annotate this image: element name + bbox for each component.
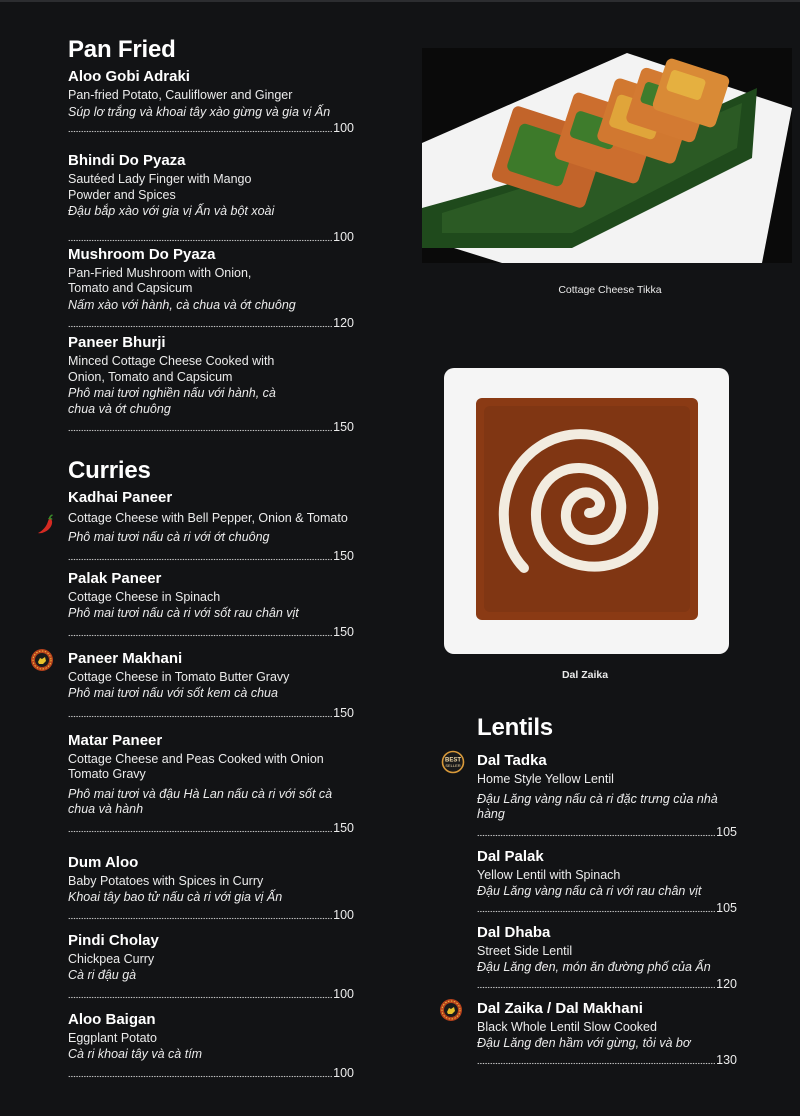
item-vietnamese: Cà ri đậu gà <box>68 968 137 982</box>
item-description: Baby Potatoes with Spices in Curry <box>68 873 264 888</box>
item-description: Cottage Cheese and Peas Cooked with Onion Tomato Gravy <box>68 751 324 781</box>
item-description: Street Side Lentil <box>477 943 573 958</box>
price-line <box>68 987 354 1002</box>
item-description: Home Style Yellow Lentil <box>477 772 614 786</box>
tikka-image <box>422 48 792 263</box>
item-name: Aloo Baigan <box>68 1010 156 1028</box>
price-line <box>477 977 737 992</box>
item-price: 150 <box>333 624 354 639</box>
dot-leader <box>68 1075 332 1078</box>
section-curries <box>68 457 354 1081</box>
item-name: Dal Palak <box>477 847 544 865</box>
price-line <box>68 1066 354 1081</box>
item-description: Yellow Lentil with Spinach <box>477 867 621 882</box>
item-vietnamese: Cà ri khoai tây và cà tím <box>68 1047 203 1061</box>
menu-item <box>444 752 737 840</box>
menu-item <box>68 650 354 721</box>
caption-dal-zaika: Dal Zaika <box>561 669 609 681</box>
item-name: Paneer Makhani <box>68 649 183 667</box>
caption-cottage-cheese-tikka: Cottage Cheese Tikka <box>558 284 662 296</box>
item-vietnamese: Phô mai tươi nấu cà ri với ớt chuông <box>68 530 270 544</box>
item-price: 105 <box>716 824 737 839</box>
item-name: Kadhai Paneer <box>68 489 173 506</box>
item-name: Pindi Cholay <box>68 931 159 949</box>
price-line <box>68 625 354 640</box>
price-line <box>68 549 354 564</box>
dot-leader <box>68 830 332 833</box>
dot-leader <box>68 996 332 999</box>
item-name: Dal Tadka <box>477 752 547 769</box>
photo-dal-zaika <box>444 368 729 654</box>
price-line <box>477 1053 737 1068</box>
item-name: Matar Paneer <box>68 731 163 749</box>
section-title: Pan Fried <box>68 36 176 63</box>
menu-item <box>68 732 354 836</box>
item-name: Palak Paneer <box>68 569 162 587</box>
item-name: Bhindi Do Pyaza <box>68 152 186 169</box>
menu-item <box>68 932 354 1002</box>
item-description: Cottage Cheese with Bell Pepper, Onion & Tomato <box>68 511 348 525</box>
dot-leader <box>68 917 332 920</box>
menu-item <box>68 489 354 564</box>
menu-item <box>68 246 354 332</box>
item-price: 150 <box>333 548 354 563</box>
item-name: Dal Zaika / Dal Makhani <box>477 999 643 1017</box>
item-description: Cottage Cheese in Spinach <box>68 589 221 604</box>
item-vietnamese: Phô mai tươi và đậu Hà Lan nấu cà ri với sốt cà chua và hành <box>68 786 333 816</box>
price-line <box>477 825 737 840</box>
item-price: 105 <box>716 900 737 915</box>
item-price: 120 <box>716 976 737 991</box>
item-vietnamese: Đậu Lăng vàng nấu cà ri đặc trưng của nhà hàng <box>477 791 718 821</box>
price-line <box>68 230 354 245</box>
price-line <box>477 901 737 916</box>
item-vietnamese: Đậu bắp xào với gia vị Ấn và bột xoài <box>68 204 275 218</box>
section-title: Lentils <box>477 714 553 741</box>
photo-cottage-cheese-tikka <box>422 48 792 263</box>
item-price: 150 <box>333 420 354 434</box>
dot-leader <box>68 715 332 718</box>
menu-item <box>477 924 737 992</box>
menu-item <box>68 570 354 640</box>
dot-leader <box>477 1062 715 1065</box>
item-price: 100 <box>333 986 354 1001</box>
menu-item <box>68 68 354 136</box>
item-vietnamese: Khoai tây bao tử nấu cà ri với gia vị Ấn <box>68 890 283 904</box>
item-price: 100 <box>333 907 354 922</box>
item-vietnamese: Phô mai tươi nghiền nấu với hành, cà chua và ớt chuông <box>68 386 276 416</box>
section-lentils <box>444 714 737 1068</box>
svg-text:BEST: BEST <box>444 757 462 764</box>
item-price: 100 <box>333 1065 354 1080</box>
item-vietnamese: Đậu Lăng đen hầm với gừng, tỏi và bơ <box>477 1036 691 1050</box>
price-line <box>68 821 354 836</box>
svg-text:SELLER: SELLER <box>445 763 461 768</box>
item-description: Chickpea Curry <box>68 951 155 966</box>
menu-item <box>477 848 737 916</box>
left-column <box>68 36 354 1081</box>
item-price: 100 <box>333 229 354 244</box>
item-description: Pan-Fried Mushroom with Onion, Tomato and Capsicum <box>68 265 252 295</box>
dot-leader <box>68 130 332 133</box>
item-description: Black Whole Lentil Slow Cooked <box>477 1019 657 1034</box>
item-name: Aloo Gobi Adraki <box>68 68 190 85</box>
item-price: 120 <box>333 316 354 330</box>
item-vietnamese: Đậu Lăng đen, món ăn đường phố của Ấn <box>477 960 711 974</box>
menu-item <box>68 1011 354 1081</box>
item-name: Paneer Bhurji <box>68 334 166 351</box>
item-vietnamese: Nấm xào với hành, cà chua và ớt chuông <box>68 297 296 312</box>
item-description: Cottage Cheese in Tomato Butter Gravy <box>68 669 290 684</box>
price-line <box>68 420 354 435</box>
dot-leader <box>477 910 715 913</box>
menu-item <box>68 152 354 245</box>
chef-recommended-icon <box>439 998 463 1022</box>
item-name: Mushroom Do Pyaza <box>68 245 216 263</box>
dot-leader <box>477 834 715 837</box>
dot-leader <box>68 325 332 328</box>
item-name: Dum Aloo <box>68 853 139 871</box>
item-vietnamese: Phô mai tươi nấu cà ri với sốt rau chân vịt <box>68 606 299 620</box>
dot-leader <box>68 429 332 432</box>
item-vietnamese: Phô mai tươi nấu với sốt kem cà chua <box>68 686 278 700</box>
price-line <box>68 908 354 923</box>
top-border <box>0 0 800 2</box>
item-description: Eggplant Potato <box>68 1030 157 1045</box>
item-price: 130 <box>716 1052 737 1067</box>
menu-item <box>477 1000 737 1068</box>
chili-spicy-icon <box>34 513 58 537</box>
section-pan-fried <box>68 36 354 435</box>
item-description: Pan-fried Potato, Cauliflower and Ginger <box>68 88 293 102</box>
best-seller-icon <box>441 750 465 774</box>
item-price: 150 <box>333 705 354 720</box>
item-vietnamese: Súp lơ trắng và khoai tây xào gừng và gia vị Ấn <box>68 104 331 119</box>
item-price: 100 <box>333 121 354 135</box>
dot-leader <box>477 986 715 989</box>
chef-recommended-icon <box>30 648 54 672</box>
dot-leader <box>68 239 332 242</box>
item-price: 150 <box>333 820 354 835</box>
price-line <box>68 316 354 331</box>
price-line <box>68 121 354 136</box>
dal-zaika-image <box>444 368 729 654</box>
item-vietnamese: Đậu Lăng vàng nấu cà ri với rau chân vịt <box>477 884 702 898</box>
menu-item <box>68 334 354 435</box>
dot-leader <box>68 558 332 561</box>
dot-leader <box>68 634 332 637</box>
item-description: Sautéed Lady Finger with Mango Powder and Spices <box>68 172 252 202</box>
menu-item <box>68 854 354 923</box>
section-title: Curries <box>68 457 151 484</box>
price-line <box>68 706 354 721</box>
item-name: Dal Dhaba <box>477 923 551 941</box>
item-description: Minced Cottage Cheese Cooked with Onion, Tomato and Capsicum <box>68 354 275 384</box>
